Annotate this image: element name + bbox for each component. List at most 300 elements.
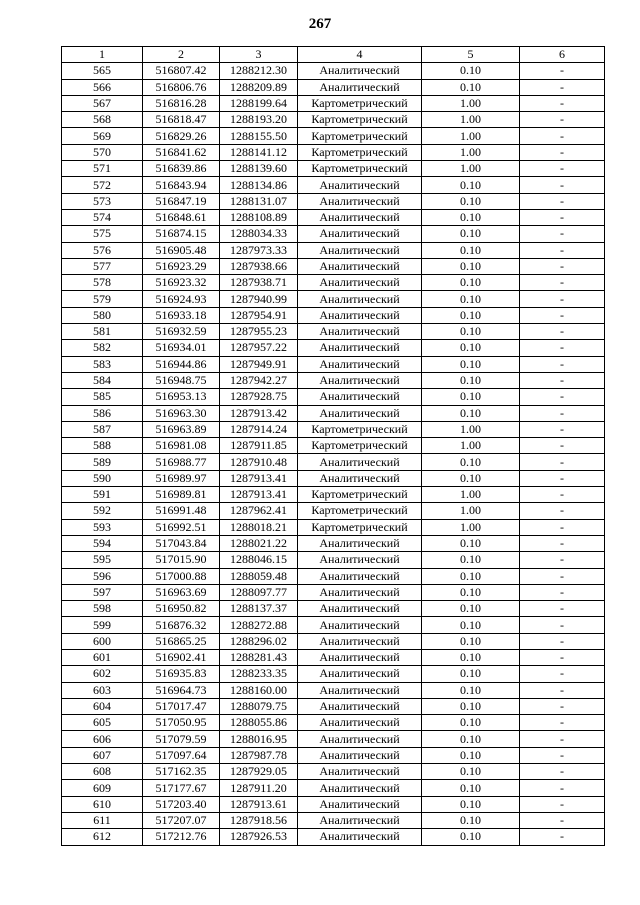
x-coordinate-cell: 516876.32 <box>143 617 220 633</box>
y-coordinate-cell: 1287918.56 <box>220 812 298 828</box>
table-row <box>62 242 605 258</box>
method-cell: Аналитический <box>298 715 422 731</box>
method-cell: Аналитический <box>298 356 422 372</box>
x-coordinate-cell: 516829.26 <box>143 128 220 144</box>
x-coordinate-cell: 517177.67 <box>143 780 220 796</box>
accuracy-cell: 0.10 <box>422 79 520 95</box>
note-cell: - <box>520 780 605 796</box>
y-coordinate-cell: 1287962.41 <box>220 503 298 519</box>
x-coordinate-cell: 516935.83 <box>143 666 220 682</box>
point-number-cell: 591 <box>62 487 143 503</box>
y-coordinate-cell: 1287938.66 <box>220 258 298 274</box>
x-coordinate-cell: 516963.69 <box>143 584 220 600</box>
x-coordinate-cell: 516944.86 <box>143 356 220 372</box>
note-cell: - <box>520 454 605 470</box>
table-row <box>62 128 605 144</box>
accuracy-cell: 0.10 <box>422 209 520 225</box>
accuracy-cell: 0.10 <box>422 698 520 714</box>
accuracy-cell: 0.10 <box>422 193 520 209</box>
x-coordinate-cell: 517207.07 <box>143 812 220 828</box>
method-cell: Аналитический <box>298 535 422 551</box>
point-number-cell: 588 <box>62 438 143 454</box>
accuracy-cell: 0.10 <box>422 275 520 291</box>
column-header: 6 <box>520 47 605 63</box>
accuracy-cell: 0.10 <box>422 291 520 307</box>
column-header: 5 <box>422 47 520 63</box>
table-row <box>62 63 605 79</box>
table-row <box>62 291 605 307</box>
x-coordinate-cell: 516963.89 <box>143 421 220 437</box>
accuracy-cell: 1.00 <box>422 438 520 454</box>
x-coordinate-cell: 517043.84 <box>143 535 220 551</box>
method-cell: Аналитический <box>298 470 422 486</box>
note-cell: - <box>520 226 605 242</box>
x-coordinate-cell: 517050.95 <box>143 715 220 731</box>
point-number-cell: 612 <box>62 829 143 845</box>
x-coordinate-cell: 516933.18 <box>143 307 220 323</box>
accuracy-cell: 0.10 <box>422 405 520 421</box>
table-row <box>62 405 605 421</box>
y-coordinate-cell: 1288296.02 <box>220 633 298 649</box>
point-number-cell: 577 <box>62 258 143 274</box>
y-coordinate-cell: 1287954.91 <box>220 307 298 323</box>
x-coordinate-cell: 516847.19 <box>143 193 220 209</box>
point-number-cell: 586 <box>62 405 143 421</box>
table-row <box>62 275 605 291</box>
accuracy-cell: 1.00 <box>422 519 520 535</box>
point-number-cell: 569 <box>62 128 143 144</box>
y-coordinate-cell: 1288018.21 <box>220 519 298 535</box>
y-coordinate-cell: 1287910.48 <box>220 454 298 470</box>
y-coordinate-cell: 1287940.99 <box>220 291 298 307</box>
point-number-cell: 594 <box>62 535 143 551</box>
note-cell: - <box>520 682 605 698</box>
y-coordinate-cell: 1287913.42 <box>220 405 298 421</box>
y-coordinate-cell: 1288160.00 <box>220 682 298 698</box>
method-cell: Аналитический <box>298 324 422 340</box>
point-number-cell: 584 <box>62 372 143 388</box>
x-coordinate-cell: 516988.77 <box>143 454 220 470</box>
column-header: 4 <box>298 47 422 63</box>
y-coordinate-cell: 1288021.22 <box>220 535 298 551</box>
x-coordinate-cell: 516934.01 <box>143 340 220 356</box>
table-row <box>62 324 605 340</box>
accuracy-cell: 0.10 <box>422 242 520 258</box>
point-number-cell: 601 <box>62 649 143 665</box>
method-cell: Аналитический <box>298 731 422 747</box>
x-coordinate-cell: 516963.30 <box>143 405 220 421</box>
x-coordinate-cell: 516902.41 <box>143 649 220 665</box>
method-cell: Аналитический <box>298 405 422 421</box>
note-cell: - <box>520 95 605 111</box>
method-cell: Картометрический <box>298 161 422 177</box>
point-number-cell: 574 <box>62 209 143 225</box>
accuracy-cell: 0.10 <box>422 63 520 79</box>
method-cell: Аналитический <box>298 649 422 665</box>
x-coordinate-cell: 517203.40 <box>143 796 220 812</box>
y-coordinate-cell: 1287942.27 <box>220 372 298 388</box>
note-cell: - <box>520 405 605 421</box>
method-cell: Аналитический <box>298 209 422 225</box>
method-cell: Аналитический <box>298 829 422 845</box>
table-body <box>62 63 605 845</box>
y-coordinate-cell: 1288193.20 <box>220 112 298 128</box>
x-coordinate-cell: 517079.59 <box>143 731 220 747</box>
y-coordinate-cell: 1287955.23 <box>220 324 298 340</box>
x-coordinate-cell: 516839.86 <box>143 161 220 177</box>
accuracy-cell: 0.10 <box>422 764 520 780</box>
accuracy-cell: 0.10 <box>422 568 520 584</box>
table-row <box>62 421 605 437</box>
note-cell: - <box>520 372 605 388</box>
x-coordinate-cell: 516989.81 <box>143 487 220 503</box>
y-coordinate-cell: 1288139.60 <box>220 161 298 177</box>
point-number-cell: 598 <box>62 601 143 617</box>
table-row <box>62 633 605 649</box>
y-coordinate-cell: 1288055.86 <box>220 715 298 731</box>
x-coordinate-cell: 516818.47 <box>143 112 220 128</box>
accuracy-cell: 0.10 <box>422 372 520 388</box>
table-row <box>62 144 605 160</box>
method-cell: Картометрический <box>298 421 422 437</box>
method-cell: Аналитический <box>298 454 422 470</box>
accuracy-cell: 1.00 <box>422 503 520 519</box>
note-cell: - <box>520 144 605 160</box>
point-number-cell: 581 <box>62 324 143 340</box>
method-cell: Аналитический <box>298 780 422 796</box>
x-coordinate-cell: 516981.08 <box>143 438 220 454</box>
table-row <box>62 617 605 633</box>
table-row <box>62 209 605 225</box>
table-row <box>62 764 605 780</box>
y-coordinate-cell: 1288141.12 <box>220 144 298 160</box>
y-coordinate-cell: 1288131.07 <box>220 193 298 209</box>
accuracy-cell: 0.10 <box>422 747 520 763</box>
point-number-cell: 578 <box>62 275 143 291</box>
accuracy-cell: 0.10 <box>422 177 520 193</box>
x-coordinate-cell: 516848.61 <box>143 209 220 225</box>
y-coordinate-cell: 1287938.71 <box>220 275 298 291</box>
accuracy-cell: 1.00 <box>422 421 520 437</box>
note-cell: - <box>520 63 605 79</box>
coordinates-table <box>61 46 605 846</box>
note-cell: - <box>520 715 605 731</box>
x-coordinate-cell: 516806.76 <box>143 79 220 95</box>
y-coordinate-cell: 1288209.89 <box>220 79 298 95</box>
accuracy-cell: 0.10 <box>422 324 520 340</box>
note-cell: - <box>520 193 605 209</box>
accuracy-cell: 0.10 <box>422 666 520 682</box>
note-cell: - <box>520 291 605 307</box>
table-row <box>62 601 605 617</box>
point-number-cell: 568 <box>62 112 143 128</box>
point-number-cell: 565 <box>62 63 143 79</box>
method-cell: Аналитический <box>298 275 422 291</box>
note-cell: - <box>520 421 605 437</box>
table-row <box>62 372 605 388</box>
point-number-cell: 573 <box>62 193 143 209</box>
method-cell: Картометрический <box>298 144 422 160</box>
point-number-cell: 572 <box>62 177 143 193</box>
y-coordinate-cell: 1288079.75 <box>220 698 298 714</box>
y-coordinate-cell: 1288281.43 <box>220 649 298 665</box>
table-row <box>62 112 605 128</box>
x-coordinate-cell: 517015.90 <box>143 552 220 568</box>
table-row <box>62 796 605 812</box>
table-row <box>62 389 605 405</box>
accuracy-cell: 0.10 <box>422 307 520 323</box>
accuracy-cell: 0.10 <box>422 715 520 731</box>
method-cell: Аналитический <box>298 584 422 600</box>
accuracy-cell: 0.10 <box>422 812 520 828</box>
x-coordinate-cell: 516932.59 <box>143 324 220 340</box>
method-cell: Аналитический <box>298 747 422 763</box>
point-number-cell: 567 <box>62 95 143 111</box>
table-row <box>62 258 605 274</box>
y-coordinate-cell: 1287914.24 <box>220 421 298 437</box>
x-coordinate-cell: 516989.97 <box>143 470 220 486</box>
x-coordinate-cell: 517162.35 <box>143 764 220 780</box>
y-coordinate-cell: 1287928.75 <box>220 389 298 405</box>
point-number-cell: 600 <box>62 633 143 649</box>
table-row <box>62 307 605 323</box>
method-cell: Аналитический <box>298 372 422 388</box>
y-coordinate-cell: 1287957.22 <box>220 340 298 356</box>
y-coordinate-cell: 1288097.77 <box>220 584 298 600</box>
note-cell: - <box>520 487 605 503</box>
accuracy-cell: 0.10 <box>422 258 520 274</box>
point-number-cell: 575 <box>62 226 143 242</box>
table-row <box>62 715 605 731</box>
table-row <box>62 780 605 796</box>
y-coordinate-cell: 1287911.20 <box>220 780 298 796</box>
y-coordinate-cell: 1288016.95 <box>220 731 298 747</box>
x-coordinate-cell: 516991.48 <box>143 503 220 519</box>
accuracy-cell: 0.10 <box>422 829 520 845</box>
accuracy-cell: 0.10 <box>422 617 520 633</box>
note-cell: - <box>520 633 605 649</box>
method-cell: Аналитический <box>298 666 422 682</box>
method-cell: Аналитический <box>298 63 422 79</box>
note-cell: - <box>520 340 605 356</box>
table-row <box>62 649 605 665</box>
accuracy-cell: 0.10 <box>422 584 520 600</box>
note-cell: - <box>520 764 605 780</box>
point-number-cell: 599 <box>62 617 143 633</box>
accuracy-cell: 0.10 <box>422 356 520 372</box>
note-cell: - <box>520 356 605 372</box>
note-cell: - <box>520 177 605 193</box>
table-row <box>62 682 605 698</box>
y-coordinate-cell: 1287913.41 <box>220 470 298 486</box>
table-row <box>62 487 605 503</box>
x-coordinate-cell: 516924.93 <box>143 291 220 307</box>
note-cell: - <box>520 307 605 323</box>
table-row <box>62 177 605 193</box>
y-coordinate-cell: 1288034.33 <box>220 226 298 242</box>
point-number-cell: 570 <box>62 144 143 160</box>
x-coordinate-cell: 516843.94 <box>143 177 220 193</box>
accuracy-cell: 1.00 <box>422 112 520 128</box>
table-row <box>62 747 605 763</box>
table-header-row <box>62 47 605 63</box>
method-cell: Картометрический <box>298 438 422 454</box>
method-cell: Аналитический <box>298 291 422 307</box>
table-row <box>62 503 605 519</box>
note-cell: - <box>520 258 605 274</box>
method-cell: Аналитический <box>298 682 422 698</box>
point-number-cell: 587 <box>62 421 143 437</box>
method-cell: Аналитический <box>298 242 422 258</box>
y-coordinate-cell: 1288272.88 <box>220 617 298 633</box>
note-cell: - <box>520 568 605 584</box>
table-row <box>62 552 605 568</box>
table-row <box>62 193 605 209</box>
x-coordinate-cell: 516865.25 <box>143 633 220 649</box>
y-coordinate-cell: 1287913.61 <box>220 796 298 812</box>
method-cell: Картометрический <box>298 503 422 519</box>
table-row <box>62 470 605 486</box>
accuracy-cell: 1.00 <box>422 144 520 160</box>
point-number-cell: 579 <box>62 291 143 307</box>
table-row <box>62 454 605 470</box>
note-cell: - <box>520 242 605 258</box>
x-coordinate-cell: 516816.28 <box>143 95 220 111</box>
point-number-cell: 582 <box>62 340 143 356</box>
table-row <box>62 812 605 828</box>
point-number-cell: 603 <box>62 682 143 698</box>
method-cell: Аналитический <box>298 812 422 828</box>
table-row <box>62 161 605 177</box>
note-cell: - <box>520 601 605 617</box>
note-cell: - <box>520 535 605 551</box>
method-cell: Аналитический <box>298 307 422 323</box>
accuracy-cell: 1.00 <box>422 161 520 177</box>
method-cell: Картометрический <box>298 95 422 111</box>
x-coordinate-cell: 516923.29 <box>143 258 220 274</box>
point-number-cell: 596 <box>62 568 143 584</box>
column-header: 1 <box>62 47 143 63</box>
x-coordinate-cell: 516874.15 <box>143 226 220 242</box>
y-coordinate-cell: 1287973.33 <box>220 242 298 258</box>
table-row <box>62 535 605 551</box>
point-number-cell: 606 <box>62 731 143 747</box>
y-coordinate-cell: 1287929.05 <box>220 764 298 780</box>
x-coordinate-cell: 516841.62 <box>143 144 220 160</box>
accuracy-cell: 0.10 <box>422 731 520 747</box>
x-coordinate-cell: 517097.64 <box>143 747 220 763</box>
point-number-cell: 607 <box>62 747 143 763</box>
accuracy-cell: 0.10 <box>422 340 520 356</box>
note-cell: - <box>520 552 605 568</box>
x-coordinate-cell: 516953.13 <box>143 389 220 405</box>
method-cell: Аналитический <box>298 340 422 356</box>
method-cell: Аналитический <box>298 633 422 649</box>
method-cell: Аналитический <box>298 617 422 633</box>
accuracy-cell: 0.10 <box>422 226 520 242</box>
accuracy-cell: 0.10 <box>422 389 520 405</box>
method-cell: Картометрический <box>298 487 422 503</box>
table-row <box>62 829 605 845</box>
accuracy-cell: 1.00 <box>422 128 520 144</box>
note-cell: - <box>520 829 605 845</box>
note-cell: - <box>520 698 605 714</box>
point-number-cell: 583 <box>62 356 143 372</box>
note-cell: - <box>520 503 605 519</box>
y-coordinate-cell: 1288155.50 <box>220 128 298 144</box>
point-number-cell: 609 <box>62 780 143 796</box>
accuracy-cell: 0.10 <box>422 470 520 486</box>
note-cell: - <box>520 649 605 665</box>
table-row <box>62 731 605 747</box>
method-cell: Аналитический <box>298 698 422 714</box>
accuracy-cell: 0.10 <box>422 552 520 568</box>
y-coordinate-cell: 1287911.85 <box>220 438 298 454</box>
accuracy-cell: 0.10 <box>422 649 520 665</box>
point-number-cell: 604 <box>62 698 143 714</box>
x-coordinate-cell: 516905.48 <box>143 242 220 258</box>
accuracy-cell: 0.10 <box>422 796 520 812</box>
y-coordinate-cell: 1287913.41 <box>220 487 298 503</box>
table-row <box>62 519 605 535</box>
accuracy-cell: 0.10 <box>422 633 520 649</box>
x-coordinate-cell: 517000.88 <box>143 568 220 584</box>
table-row <box>62 356 605 372</box>
point-number-cell: 589 <box>62 454 143 470</box>
note-cell: - <box>520 731 605 747</box>
note-cell: - <box>520 470 605 486</box>
accuracy-cell: 0.10 <box>422 535 520 551</box>
note-cell: - <box>520 519 605 535</box>
method-cell: Аналитический <box>298 79 422 95</box>
note-cell: - <box>520 796 605 812</box>
method-cell: Аналитический <box>298 552 422 568</box>
point-number-cell: 580 <box>62 307 143 323</box>
point-number-cell: 590 <box>62 470 143 486</box>
y-coordinate-cell: 1287949.91 <box>220 356 298 372</box>
accuracy-cell: 1.00 <box>422 487 520 503</box>
method-cell: Картометрический <box>298 112 422 128</box>
method-cell: Картометрический <box>298 519 422 535</box>
column-header: 2 <box>143 47 220 63</box>
method-cell: Аналитический <box>298 764 422 780</box>
point-number-cell: 566 <box>62 79 143 95</box>
x-coordinate-cell: 516950.82 <box>143 601 220 617</box>
x-coordinate-cell: 517017.47 <box>143 698 220 714</box>
note-cell: - <box>520 112 605 128</box>
accuracy-cell: 0.10 <box>422 454 520 470</box>
y-coordinate-cell: 1288233.35 <box>220 666 298 682</box>
method-cell: Аналитический <box>298 796 422 812</box>
y-coordinate-cell: 1288046.15 <box>220 552 298 568</box>
x-coordinate-cell: 516948.75 <box>143 372 220 388</box>
x-coordinate-cell: 516807.42 <box>143 63 220 79</box>
note-cell: - <box>520 209 605 225</box>
method-cell: Аналитический <box>298 601 422 617</box>
note-cell: - <box>520 812 605 828</box>
table-row <box>62 698 605 714</box>
x-coordinate-cell: 516964.73 <box>143 682 220 698</box>
method-cell: Аналитический <box>298 193 422 209</box>
column-header: 3 <box>220 47 298 63</box>
accuracy-cell: 1.00 <box>422 95 520 111</box>
method-cell: Аналитический <box>298 177 422 193</box>
y-coordinate-cell: 1288137.37 <box>220 601 298 617</box>
method-cell: Аналитический <box>298 389 422 405</box>
table-row <box>62 666 605 682</box>
note-cell: - <box>520 275 605 291</box>
table-row <box>62 438 605 454</box>
